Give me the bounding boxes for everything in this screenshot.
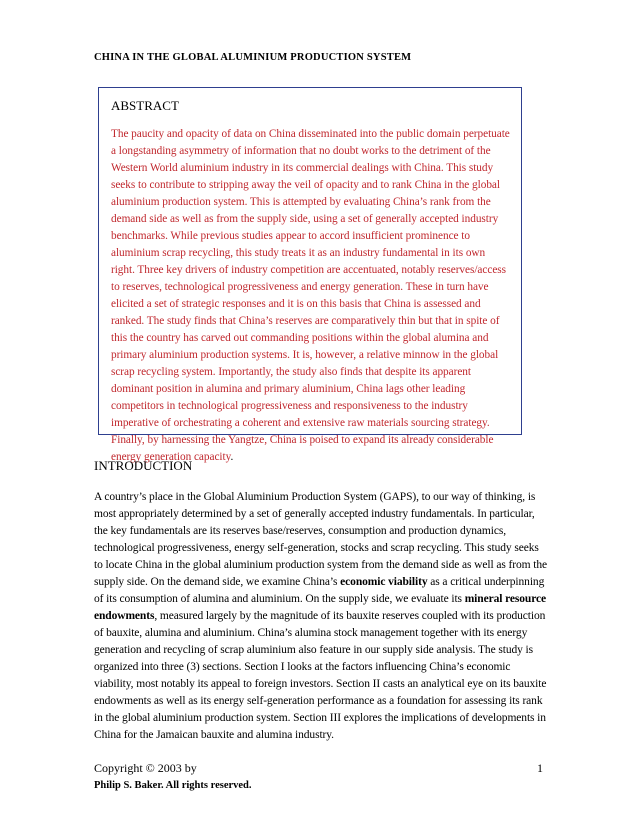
introduction-body <box>94 489 549 744</box>
abstract-end-mark: . <box>230 451 234 463</box>
intro-bold-mineral-resource: mineral resource endowments <box>94 593 547 622</box>
page-number: 1 <box>537 761 543 775</box>
abstract-text: The paucity and opacity of data on China disseminated into the public domain perpetuate a longstanding asymmetry of information that no doubt works to the detriment of the Western World aluminium industry in its commercial dealings with China. This study seeks to contribute to stripping away the veil of opacity and to rank China in the global aluminium production system. This is attempted by evaluating China’s rank from the demand side as well as from the supply side, using a set of generally accepted industry benchmarks. While previous studies appear to accord insufficient prominence to aluminium scrap recycling, this study treats it as an industry fundamental in its own right. Three key drivers of industry competition are accentuated, notably reserves/access to reserves, technological progressiveness and energy generation. These in turn have elicited a set of strategic responses and it is on this basis that China is assessed and ranked. The study finds that China’s reserves are comparatively thin but that in spite of this the country has carved out commanding positions within the global alumina and primary aluminium production systems. It is, however, a relative minnow in the global scrap recycling system. Importantly, the study also finds that despite its apparent dominant position in alumina and primary aluminium, China lags other leading competitors in technological progressiveness and responsiveness to the industry imperative of orchestrating a coherent and extensive raw materials sourcing strategy. Finally, by harnessing the Yangtze, China is poised to expand its already considerable energy generation capacity <box>111 128 510 463</box>
author-rights: Philip S. Baker. All rights reserved. <box>94 780 252 791</box>
running-title: CHINA IN THE GLOBAL ALUMINIUM PRODUCTION SYSTEM <box>94 52 412 63</box>
abstract-box <box>98 87 522 463</box>
abstract-body <box>111 126 511 466</box>
intro-bold-economic-viability: economic viability <box>340 576 428 588</box>
introduction-heading: INTRODUCTION <box>94 458 193 473</box>
intro-text-part1: A country’s place in the Global Aluminium Production System (GAPS), to our way of thinking, is most appropriately determined by a set of generally accepted industry fundamentals. In particular, the key fundamentals are its reserves base/reserves, consumption and production dynamics, technological progressiveness, energy self-generation, stocks and scrap recycling. This study seeks to locate China in the global aluminium production system from the demand side as well as from the supply side. On the demand side, we examine China’s <box>94 491 547 588</box>
intro-text-part2: as a critical underpinning of its consumption of alumina and aluminium. On the supply side, we evaluate its <box>94 576 545 605</box>
copyright-line: Copyright © 2003 by <box>94 761 197 775</box>
intro-text-part3: , measured largely by the magnitude of its bauxite reserves coupled with its production of bauxite, alumina and aluminium. China’s alumina stock management together with its energy generation and recycling of scrap aluminium also feature in our supply side analysis. The study is organized into three (3) sections. Section I looks at the factors influencing China’s economic viability, most notably its appeal to foreign investors. Section II casts an analytical eye on its bauxite endowments as well as its energy self-generation performance as a foundation for assessing its rank in the global aluminium production system. Section III explores the implications of developments in China for the Jamaican bauxite and alumina industry. <box>94 610 547 741</box>
abstract-title: ABSTRACT <box>111 98 179 113</box>
